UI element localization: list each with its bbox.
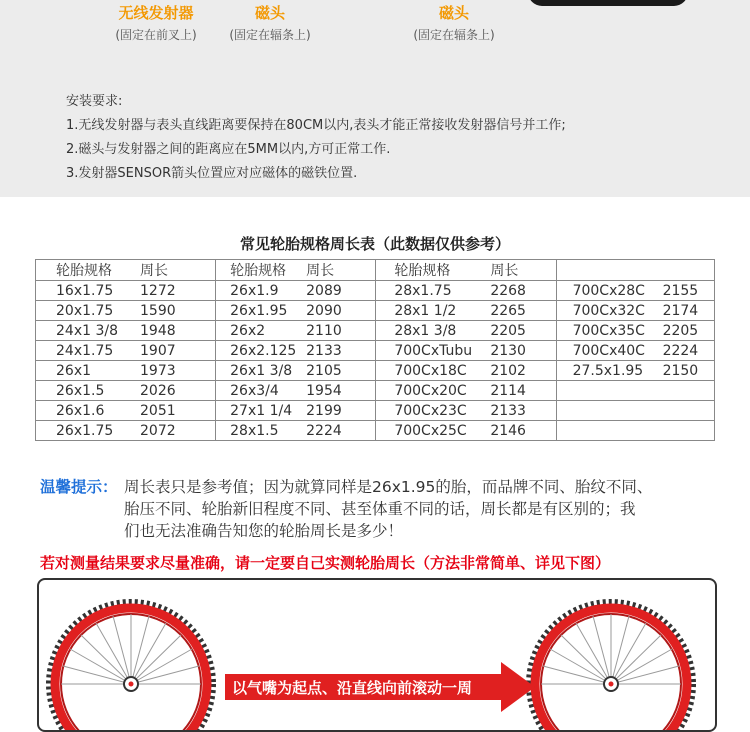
tire-circumference: 2224 (306, 422, 342, 439)
label-transmitter (96, 2, 216, 43)
tire-size: 700Cx25C (394, 422, 467, 439)
table-cell (36, 301, 216, 321)
label-magnet-2 (394, 2, 514, 43)
label-sub: (固定在前叉上) (115, 28, 197, 42)
install-item: 2.磁头与发射器之间的距离应在5MM以内,方可正常工作. (66, 142, 391, 157)
label-sub: (固定在辐条上) (413, 28, 495, 42)
tire-circumference: 2150 (662, 362, 699, 379)
tire-size: 26x1.95 (230, 302, 288, 319)
install-item: 3.发射器SENSOR箭头位置应对应磁体的磁铁位置. (66, 166, 358, 181)
tire-size: 700Cx18C (394, 362, 467, 379)
tip-line: 胎压不同、轮胎新旧程度不同、甚至体重不同的话，周长都是有区别的；我 (124, 500, 636, 518)
table-cell (36, 321, 216, 341)
tire-size: 26x1.6 (56, 402, 105, 419)
wheel-right-icon (529, 602, 693, 730)
table-cell (376, 361, 556, 381)
table-row (36, 341, 715, 361)
tire-circumference: 2199 (306, 402, 342, 419)
table-cell (216, 281, 376, 301)
table-cell (376, 301, 556, 321)
roll-demo-panel (37, 578, 717, 732)
table-cell (376, 281, 556, 301)
label-title: 磁头 (254, 4, 285, 22)
header-cell (36, 260, 216, 281)
tip-line: 周长表只是参考值；因为就算同样是26x1.95的胎，而品牌不同、胎纹不同、 (124, 478, 653, 496)
tire-circumference: 2102 (490, 362, 526, 379)
table-cell (216, 321, 376, 341)
tire-circumference: 2090 (306, 302, 342, 319)
tire-size: 27x1 1/4 (230, 402, 293, 419)
table-cell (376, 321, 556, 341)
tire-size: 700Cx32C (572, 302, 645, 319)
tire-circumference: 2051 (140, 402, 176, 419)
tire-circumference: 1973 (140, 362, 176, 379)
table-cell (376, 421, 556, 441)
table-cell (556, 281, 714, 301)
tire-circumference: 2265 (490, 302, 526, 319)
device-image (528, 0, 688, 6)
tire-size: 26x3/4 (230, 382, 279, 399)
tip-body (124, 476, 724, 542)
tire-circumference: 2268 (490, 282, 526, 299)
label-title: 磁头 (438, 4, 469, 22)
table-cell (216, 361, 376, 381)
table-cell (36, 341, 216, 361)
install-requirements (66, 90, 566, 186)
tire-size: 700Cx40C (572, 342, 645, 359)
table-cell (556, 381, 714, 401)
tire-circumference: 2155 (662, 282, 699, 299)
table-title: 常见轮胎规格周长表（此数据仅供参考） (239, 235, 510, 253)
table-row (36, 421, 715, 441)
table-cell (376, 381, 556, 401)
tire-circumference: 2089 (306, 282, 342, 299)
tire-size: 27.5x1.95 (572, 362, 644, 379)
tire-size: 26x1.9 (230, 282, 279, 299)
table-cell (216, 421, 376, 441)
header-cell (216, 260, 376, 281)
install-item: 1.无线发射器与表头直线距离要保持在80CM以内,表头才能正常接收发射器信号并工作; (66, 118, 566, 133)
table-cell (36, 281, 216, 301)
tire-size: 26x2.125 (230, 342, 297, 359)
tire-size: 24x1 3/8 (56, 322, 118, 339)
table-row (36, 401, 715, 421)
table-cell (376, 341, 556, 361)
tire-circumference: 1907 (140, 342, 176, 359)
table-cell (216, 381, 376, 401)
tire-circumference: 2205 (490, 322, 526, 339)
tire-circumference: 2072 (140, 422, 176, 439)
table-row (36, 381, 715, 401)
wheel-left-icon (49, 602, 213, 730)
header-cell (556, 260, 714, 281)
table-cell (556, 321, 714, 341)
label-sub: (固定在辐条上) (229, 28, 311, 42)
tire-circumference: 2026 (140, 382, 176, 399)
table-cell (556, 301, 714, 321)
tire-circumference: 2205 (662, 322, 699, 339)
tire-circumference: 2224 (662, 342, 699, 359)
table-cell (376, 401, 556, 421)
header-circumference: 周长 (306, 263, 335, 279)
tire-circumference: 2130 (490, 342, 526, 359)
header-size: 轮胎规格 (230, 263, 287, 279)
header-cell (376, 260, 556, 281)
tire-size: 26x1 (56, 362, 92, 379)
tire-circumference: 2174 (662, 302, 699, 319)
label-magnet-1 (210, 2, 330, 43)
table-row (36, 361, 715, 381)
tire-size: 24x1.75 (56, 342, 114, 359)
table-header-row (36, 260, 715, 281)
measure-warning: 若对测量结果要求尽量准确，请一定要自己实测轮胎周长（方法非常简单、详见下图） (40, 554, 611, 572)
tire-circumference: 1948 (140, 322, 176, 339)
table-row (36, 281, 715, 301)
table-cell (36, 401, 216, 421)
tip-label: 温馨提示： (40, 478, 118, 496)
tip-line: 们也无法准确告知您的轮胎周长是多少！ (124, 522, 404, 540)
tire-size: 700Cx20C (394, 382, 467, 399)
tire-size: 26x1.5 (56, 382, 105, 399)
header-circumference: 周长 (140, 263, 168, 279)
table-cell (36, 381, 216, 401)
table-cell (216, 341, 376, 361)
table-cell (36, 361, 216, 381)
tire-circumference: 2105 (306, 362, 342, 379)
tire-circumference: 2146 (490, 422, 526, 439)
install-title: 安装要求: (66, 94, 123, 109)
table-cell (216, 301, 376, 321)
tire-size: 28x1.75 (394, 282, 452, 299)
table-row (36, 321, 715, 341)
table-cell (556, 341, 714, 361)
tire-size: 26x1.75 (56, 422, 114, 439)
table-row (36, 301, 715, 321)
tire-size: 700CxTubu (394, 342, 473, 359)
tire-circumference: 2114 (490, 382, 526, 399)
tire-size: 700Cx35C (572, 322, 645, 339)
table-cell (216, 401, 376, 421)
tire-circumference: 2133 (306, 342, 342, 359)
tire-size: 700Cx28C (572, 282, 645, 299)
tire-size: 26x2 (230, 322, 266, 339)
table-cell (556, 401, 714, 421)
roll-arrow-label: 以气嘴为起点、沿直线向前滚动一周 (232, 679, 473, 697)
tire-circumference: 2133 (490, 402, 526, 419)
tire-size: 28x1 1/2 (394, 302, 457, 319)
tire-circumference: 1590 (140, 302, 176, 319)
tire-circumference: 1272 (140, 282, 176, 299)
tire-size: 700Cx23C (394, 402, 467, 419)
roll-demo-illustration (39, 580, 715, 730)
label-title: 无线发射器 (118, 4, 194, 22)
table-cell (556, 361, 714, 381)
tip-block (40, 476, 720, 540)
table-cell (36, 421, 216, 441)
tire-size: 28x1.5 (230, 422, 279, 439)
header-size: 轮胎规格 (56, 263, 112, 279)
tire-circumference-table (35, 259, 715, 441)
tire-size: 28x1 3/8 (394, 322, 457, 339)
table-cell (556, 421, 714, 441)
tire-circumference: 1954 (306, 382, 342, 399)
tire-size: 20x1.75 (56, 302, 114, 319)
tire-size: 26x1 3/8 (230, 362, 293, 379)
header-size: 轮胎规格 (394, 263, 451, 279)
tire-circumference: 2110 (306, 322, 342, 339)
tire-size: 16x1.75 (56, 282, 114, 299)
header-circumference: 周长 (490, 263, 519, 279)
